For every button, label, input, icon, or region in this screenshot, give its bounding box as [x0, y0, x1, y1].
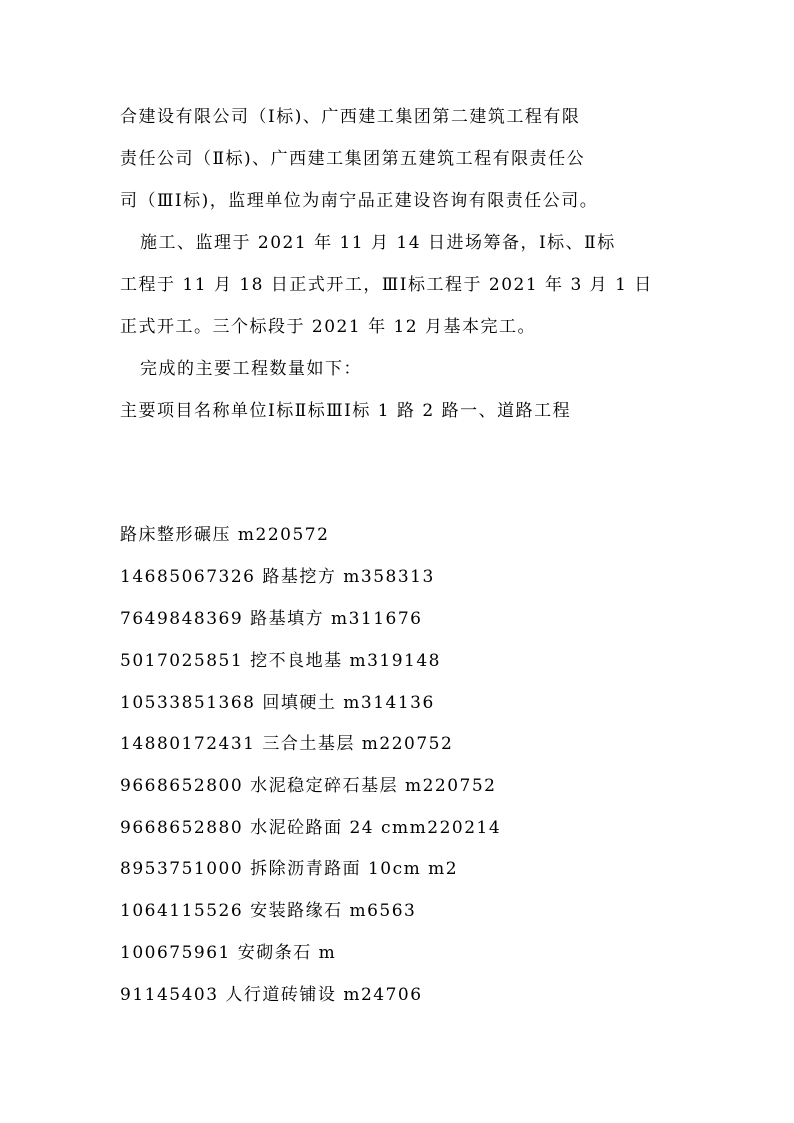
paragraph-line: 合建设有限公司（Ⅰ标)、广西建工集团第二建筑工程有限: [120, 107, 581, 127]
paragraph-line: 完成的主要工程数量如下：: [140, 359, 362, 379]
paragraph-line: 正式开工。三个标段于 2021 年 12 月基本完工。: [120, 317, 537, 337]
paragraph-line: 责任公司（Ⅱ标)、广西建工集团第五建筑工程有限责任公: [120, 149, 586, 169]
list-item: 10533851368 回填硬土 m314136: [120, 693, 435, 713]
table-header-line: 主要项目名称单位Ⅰ标Ⅱ标ⅢI标 1 路 2 路一、道路工程: [120, 401, 572, 421]
list-item: 路床整形碾压 m220572: [120, 525, 330, 545]
paragraph-line: 施工、监理于 2021 年 11 月 14 日进场筹备，Ⅰ标、Ⅱ标: [140, 233, 616, 253]
list-item: 1064115526 安装路缘石 m6563: [120, 901, 417, 921]
list-item: 8953751000 拆除沥青路面 10cm m2: [120, 859, 459, 879]
list-item: 9668652800 水泥稳定碎石基层 m220752: [120, 776, 497, 796]
list-item: 7649848369 路基填方 m311676: [120, 609, 423, 629]
list-item: 91145403 人行道砖铺设 m24706: [120, 985, 423, 1005]
list-item: 5017025851 挖不良地基 m319148: [120, 651, 441, 671]
list-item: 9668652880 水泥砼路面 24 cmm220214: [120, 818, 502, 838]
list-item: 100675961 安砌条石 m: [120, 943, 337, 963]
list-item: 14880172431 三合土基层 m220752: [120, 734, 454, 754]
paragraph-line: 司（ⅢI标)，监理单位为南宁品正建设咨询有限责任公司。: [120, 191, 599, 211]
paragraph-line: 工程于 11 月 18 日正式开工，ⅢI标工程于 2021 年 3 月 1 日: [120, 275, 653, 295]
list-item: 14685067326 路基挖方 m358313: [120, 567, 435, 587]
